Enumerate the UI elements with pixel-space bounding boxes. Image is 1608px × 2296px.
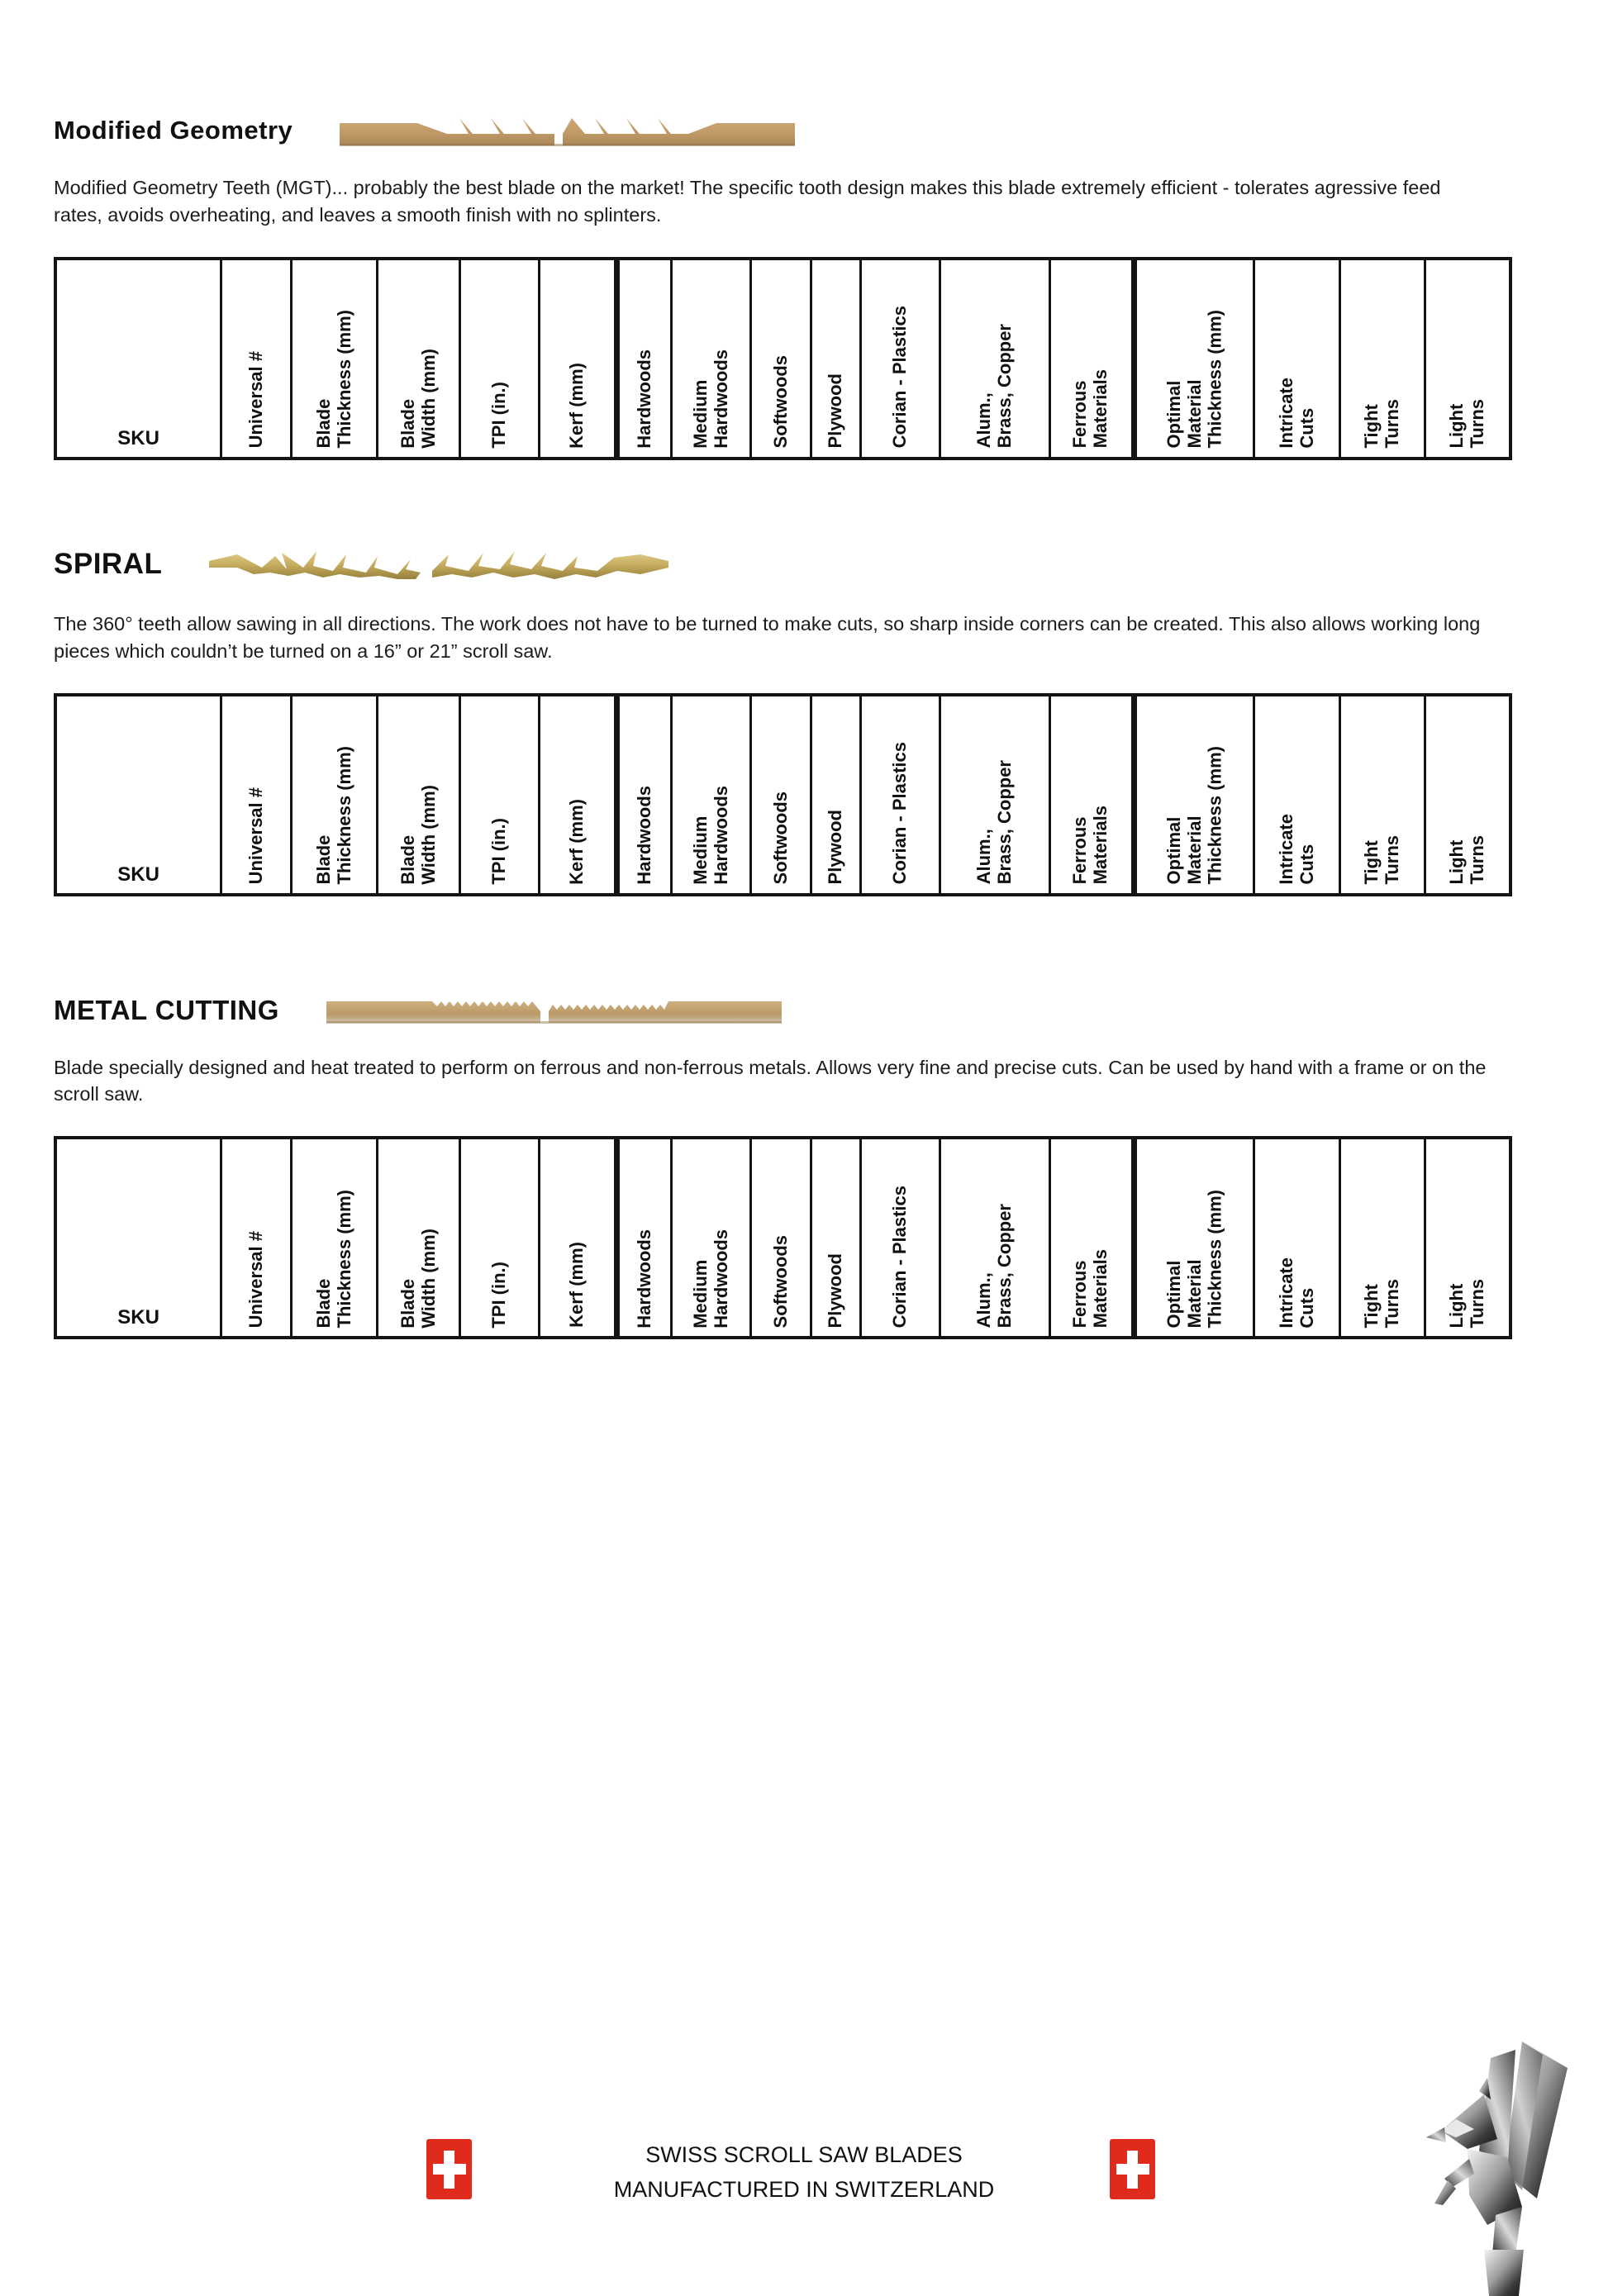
column-header-alum_brass_copper: Alum., Brass, Copper [940, 259, 1049, 459]
column-header-plywood: Plywood [811, 259, 860, 459]
pegasus-logo [1398, 2033, 1603, 2296]
column-header-intricate: Intricate Cuts [1254, 259, 1339, 459]
column-header-universal: Universal # [221, 259, 292, 459]
section-header-modified-geometry [54, 112, 1512, 150]
column-header-intricate: Intricate Cuts [1254, 695, 1339, 895]
swiss-flag-icon [1110, 2139, 1155, 2199]
column-header-plywood: Plywood [811, 695, 860, 895]
column-header-tight: Tight Turns [1339, 259, 1425, 459]
column-header-light: Light Turns [1425, 259, 1510, 459]
column-header-thickness: Blade Thickness (mm) [292, 259, 377, 459]
column-header-universal: Universal # [221, 1138, 292, 1338]
section-description: Blade specially designed and heat treated to perform on ferrous and non-ferrous metals. Allows very fine and precise cuts. Can be used by hand with a frame or on the scroll saw. [54, 1056, 1487, 1105]
column-header-kerf: Kerf (mm) [540, 259, 616, 459]
header-row [55, 695, 1510, 895]
column-header-width: Blade Width (mm) [377, 1138, 459, 1338]
column-header-thickness: Blade Thickness (mm) [292, 1138, 377, 1338]
section-description: The 360° teeth allow sawing in all directions. The work does not have to be turned to make cuts, so sharp inside corners can be created. This also allows working long pieces which couldn’t be turned on a 16” or 21” scroll saw. [54, 612, 1481, 662]
spiral-blade-illustration [207, 543, 670, 586]
column-header-tight: Tight Turns [1339, 1138, 1425, 1338]
column-header-light: Light Turns [1425, 695, 1510, 895]
footer-tagline [0, 2138, 1608, 2208]
column-header-tpi: TPI (in.) [460, 695, 540, 895]
column-header-medium_hardwoods: Medium Hardwoods [671, 259, 750, 459]
footer-line-2: MANUFACTURED IN SWITZERLAND [613, 2176, 995, 2202]
header-row [55, 259, 1510, 459]
column-header-medium_hardwoods: Medium Hardwoods [671, 1138, 750, 1338]
spiral-table [54, 693, 1512, 896]
section-description: Modified Geometry Teeth (MGT)... probably the best blade on the market! The specific tooth design makes this blade extremely efficient - tolerates agressive feed rates, avoids overheating, and leaves a smooth finish with no splinters. [54, 177, 1441, 226]
column-header-optimal: Optimal Material Thickness (mm) [1134, 695, 1254, 895]
section-title: METAL CUTTING [54, 994, 279, 1025]
page-content [54, 0, 1512, 1339]
column-header-tight: Tight Turns [1339, 695, 1425, 895]
column-header-width: Blade Width (mm) [377, 695, 459, 895]
column-header-sku: SKU [55, 259, 221, 459]
metal-cutting-table [54, 1136, 1512, 1339]
column-header-alum_brass_copper: Alum., Brass, Copper [940, 695, 1049, 895]
column-header-sku: SKU [55, 695, 221, 895]
column-header-ferrous: Ferrous Materials [1049, 259, 1134, 459]
column-header-softwoods: Softwoods [751, 1138, 811, 1338]
column-header-universal: Universal # [221, 695, 292, 895]
column-header-sku: SKU [55, 1138, 221, 1338]
column-header-light: Light Turns [1425, 1138, 1510, 1338]
column-header-intricate: Intricate Cuts [1254, 1138, 1339, 1338]
column-header-tpi: TPI (in.) [460, 1138, 540, 1338]
column-header-ferrous: Ferrous Materials [1049, 1138, 1134, 1338]
column-header-softwoods: Softwoods [751, 695, 811, 895]
column-header-hardwoods: Hardwoods [616, 1138, 671, 1338]
section-title: SPIRAL [54, 547, 163, 580]
section-header-spiral [54, 543, 1512, 586]
column-header-optimal: Optimal Material Thickness (mm) [1134, 259, 1254, 459]
footer-line-1: SWISS SCROLL SAW BLADES [645, 2142, 963, 2167]
column-header-alum_brass_copper: Alum., Brass, Copper [940, 1138, 1049, 1338]
column-header-kerf: Kerf (mm) [540, 695, 616, 895]
section-title: Modified Geometry [54, 116, 293, 145]
modified-geometry-table [54, 257, 1512, 460]
column-header-corian_plastics: Corian - Plastics [860, 695, 940, 895]
mgt-blade-illustration [338, 112, 797, 150]
column-header-corian_plastics: Corian - Plastics [860, 259, 940, 459]
metal-blade-illustration [325, 991, 783, 1029]
column-header-hardwoods: Hardwoods [616, 695, 671, 895]
column-header-softwoods: Softwoods [751, 259, 811, 459]
column-header-thickness: Blade Thickness (mm) [292, 695, 377, 895]
column-header-kerf: Kerf (mm) [540, 1138, 616, 1338]
header-row [55, 1138, 1510, 1338]
column-header-corian_plastics: Corian - Plastics [860, 1138, 940, 1338]
column-header-medium_hardwoods: Medium Hardwoods [671, 695, 750, 895]
column-header-ferrous: Ferrous Materials [1049, 695, 1134, 895]
section-header-metal-cutting [54, 991, 1512, 1029]
column-header-plywood: Plywood [811, 1138, 860, 1338]
column-header-hardwoods: Hardwoods [616, 259, 671, 459]
column-header-width: Blade Width (mm) [377, 259, 459, 459]
column-header-optimal: Optimal Material Thickness (mm) [1134, 1138, 1254, 1338]
column-header-tpi: TPI (in.) [460, 259, 540, 459]
